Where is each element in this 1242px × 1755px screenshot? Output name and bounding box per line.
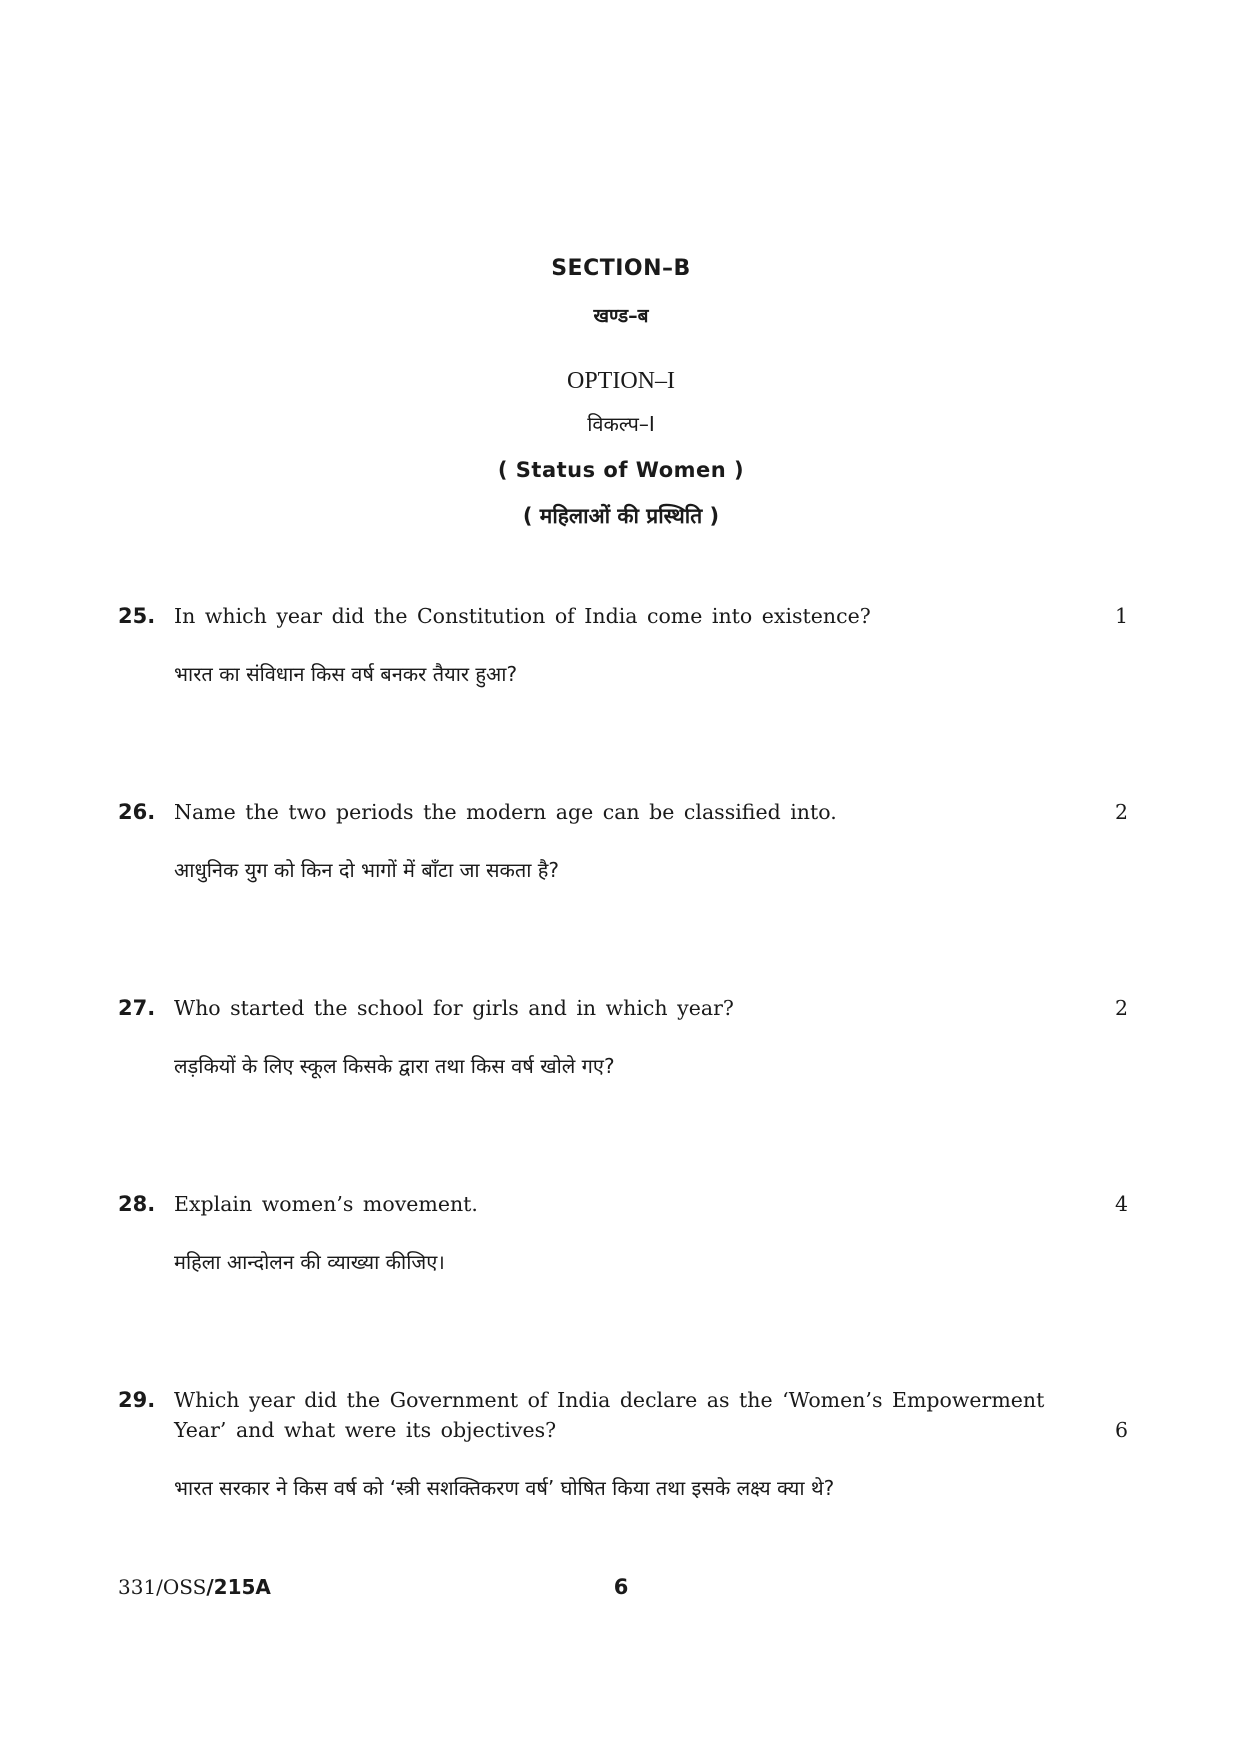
- question-number: 27.: [118, 996, 156, 1020]
- question-text-hindi: लड़कियों के लिए स्कूल किसके द्वारा तथा किस वर्ष खोले गए?: [174, 1054, 615, 1078]
- question-number: 25.: [118, 604, 156, 628]
- option-title-hindi: विकल्प–I: [587, 412, 655, 436]
- question-text-english: Explain women’s movement.: [174, 1192, 478, 1216]
- question-text-hindi: आधुनिक युग को किन दो भागों में बाँटा जा सकता है?: [174, 858, 560, 882]
- question-number: 26.: [118, 800, 156, 824]
- question-text-hindi: भारत का संविधान किस वर्ष बनकर तैयार हुआ?: [174, 662, 518, 686]
- option-title: OPTION–I: [567, 368, 675, 394]
- question-text-english: Who started the school for girls and in which year?: [174, 996, 734, 1020]
- question-marks: 4: [1114, 1192, 1128, 1216]
- question-text-english: Which year did the Government of India declare as the ‘Women’s Empowerment Year’ and what were its objectives?: [174, 1388, 1045, 1442]
- section-title: SECTION–B: [551, 256, 691, 281]
- page-number: 6: [613, 1575, 629, 1599]
- topic-title-hindi: ( महिलाओं की प्रस्थिति ): [522, 504, 720, 528]
- topic-title: ( Status of Women ): [497, 458, 745, 482]
- question-text-english: In which year did the Constitution of India come into existence?: [174, 604, 871, 628]
- question-text-english: Name the two periods the modern age can be classified into.: [174, 800, 837, 824]
- question-marks: 2: [1114, 800, 1128, 824]
- question-number: 29.: [118, 1388, 156, 1412]
- paper-code-suffix: /215A: [206, 1575, 271, 1599]
- paper-code-prefix: 331/OSS: [118, 1575, 207, 1599]
- question-number: 28.: [118, 1192, 156, 1216]
- question-text-hindi: भारत सरकार ने किस वर्ष को ‘स्त्री सशक्तिकरण वर्ष’ घोषित किया तथा इसके लक्ष्य क्या थे?: [174, 1476, 835, 1500]
- question-marks: 6: [1114, 1418, 1128, 1442]
- question-marks: 1: [1114, 604, 1128, 628]
- question-marks: 2: [1114, 996, 1128, 1020]
- section-title-hindi: खण्ड–ब: [593, 305, 649, 327]
- question-text-hindi: महिला आन्दोलन की व्याख्या कीजिए।: [174, 1250, 445, 1274]
